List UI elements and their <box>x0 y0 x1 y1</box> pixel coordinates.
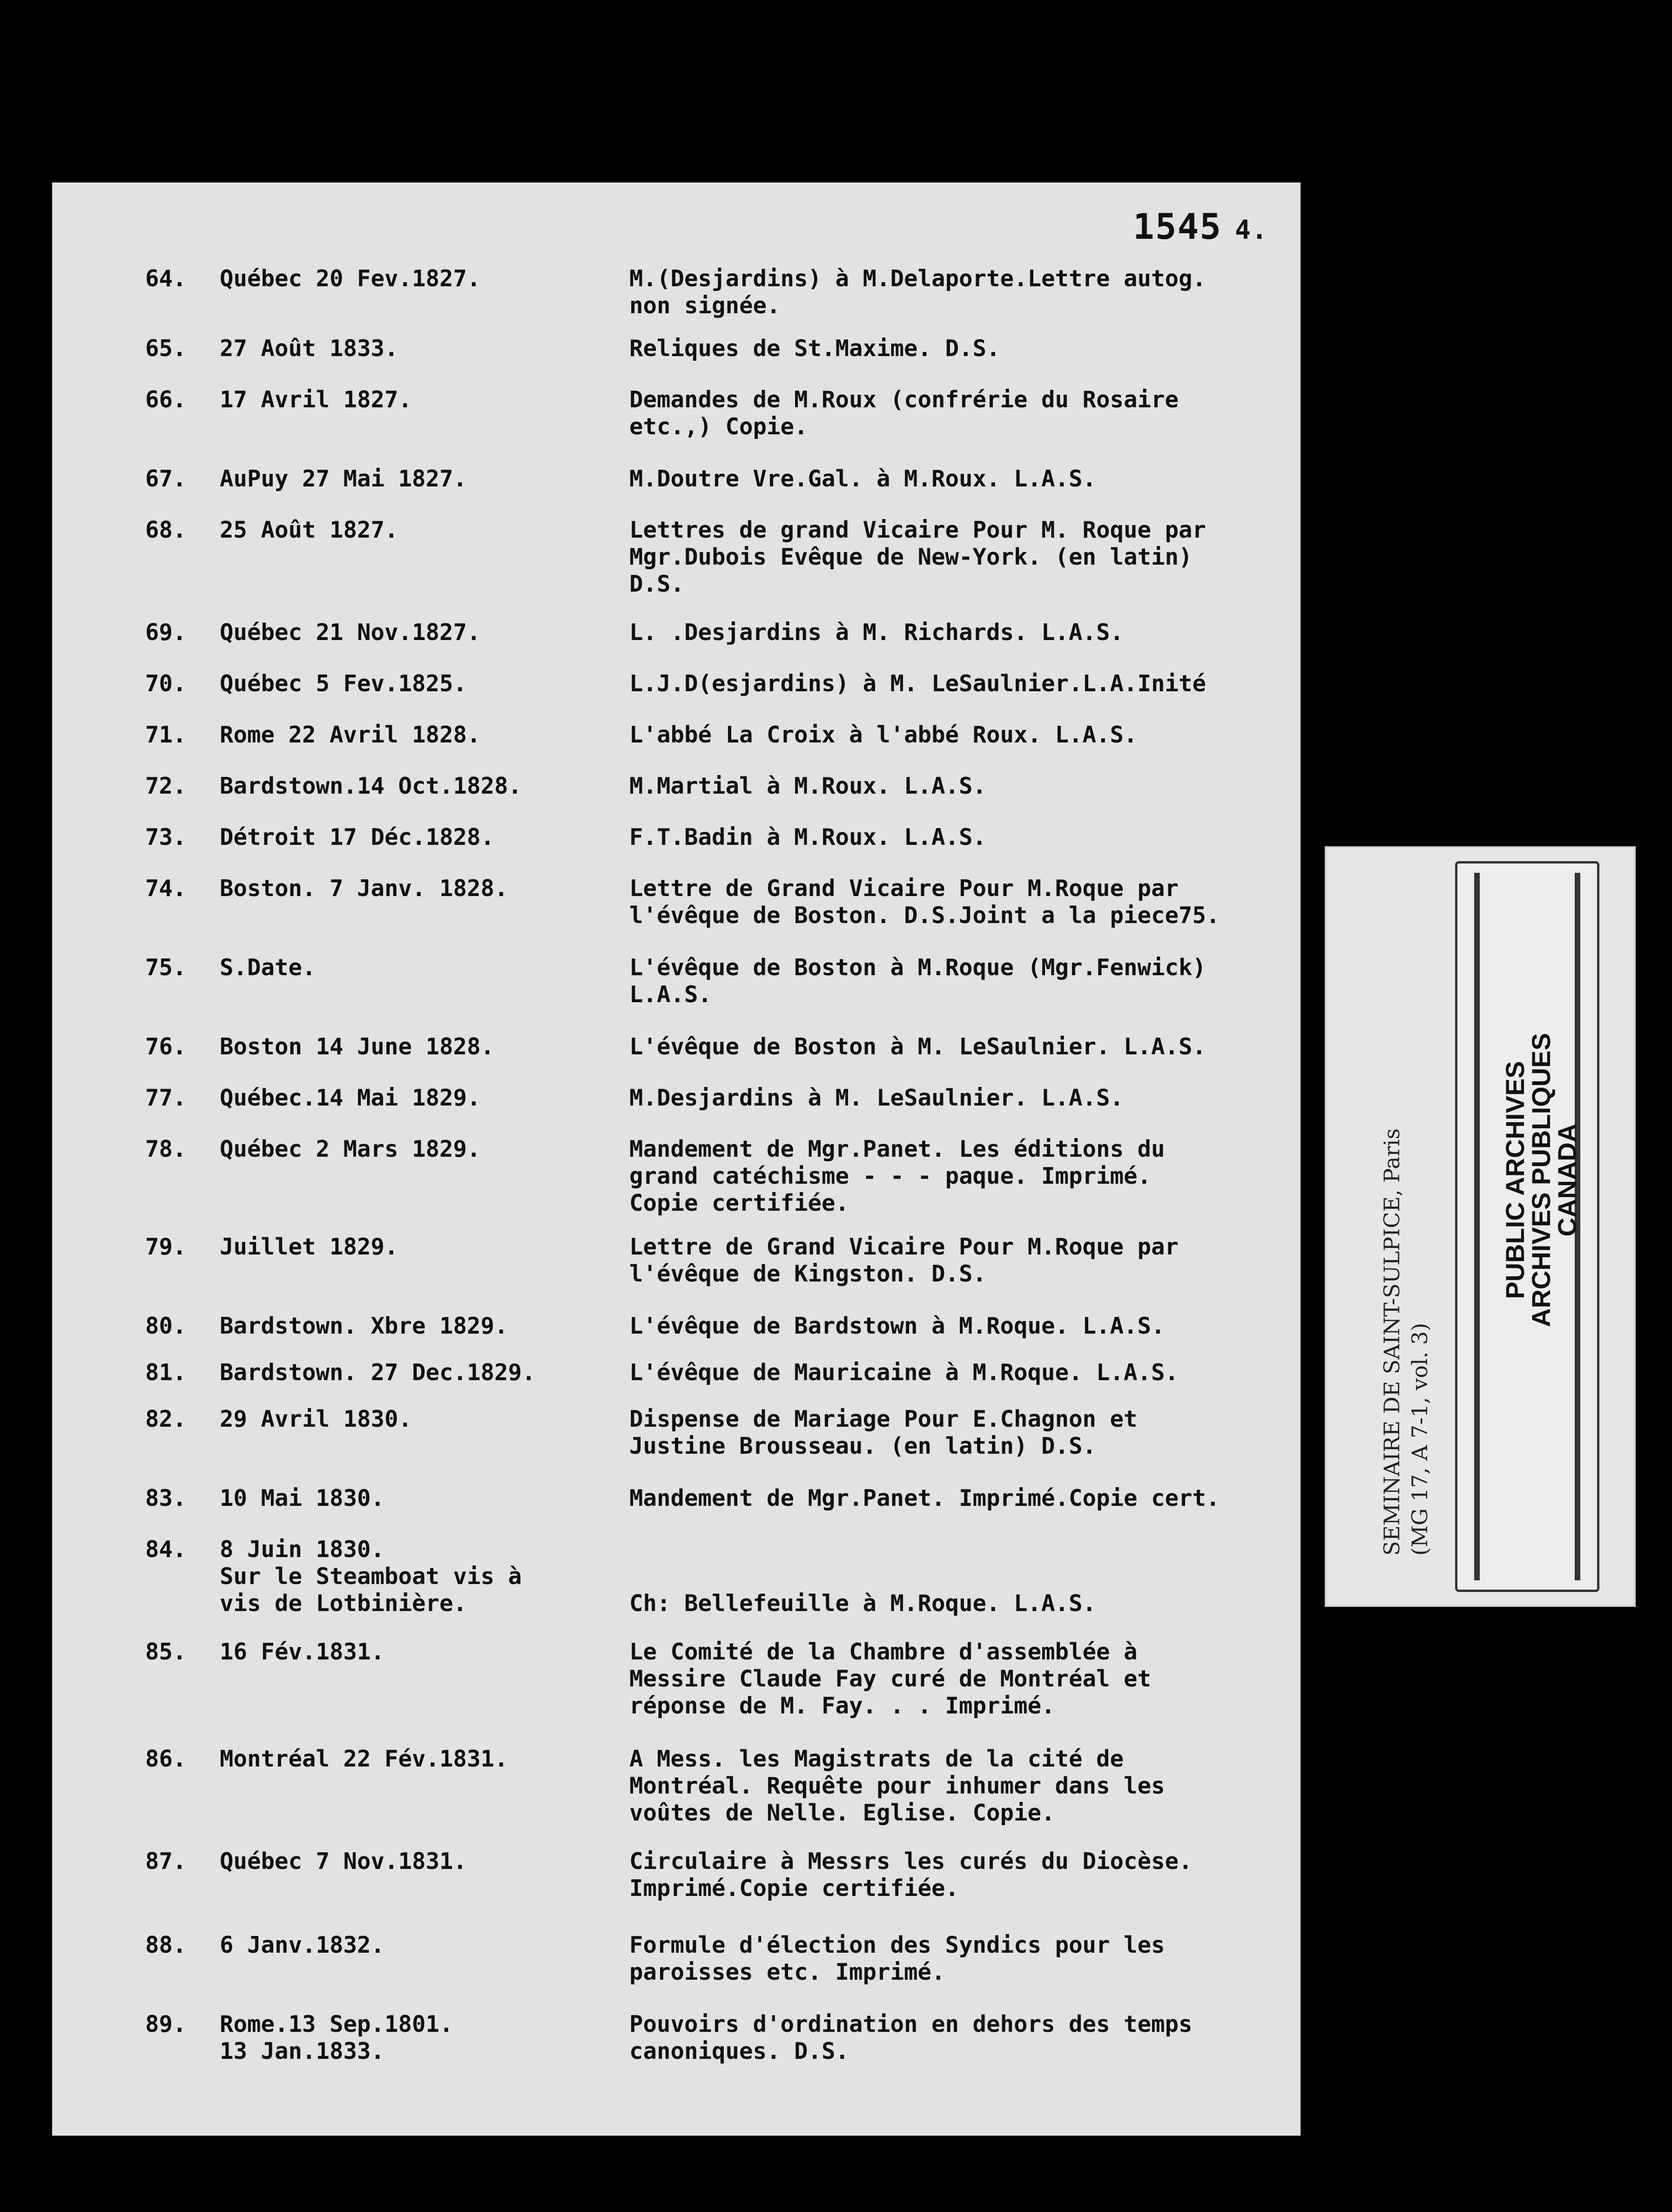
archives-stamp <box>1455 861 1599 1592</box>
entry-number: 74. <box>145 875 187 902</box>
entry-description: Ch: Bellefeuille à M.Roque. L.A.S. <box>629 1590 1097 1617</box>
archives-line-french: ARCHIVES PUBLIQUES <box>1526 1033 1556 1327</box>
entry-date: Détroit 17 Déc.1828. <box>220 824 495 850</box>
entry-date: Boston. 7 Janv. 1828. <box>220 875 508 902</box>
entry-number: 86. <box>145 1746 187 1772</box>
entry-date: Boston 14 June 1828. <box>220 1033 495 1060</box>
entry-description: Circulaire à Messrs les curés du Diocèse. Imprimé.Copie certifiée. <box>629 1848 1193 1902</box>
collection-reference: SEMINAIRE DE SAINT-SULPICE, Paris (MG 17, A 7-1, vol. 3) <box>1379 1128 1432 1556</box>
entry-date: Juillet 1829. <box>220 1234 398 1260</box>
entry-number: 87. <box>145 1848 187 1875</box>
entry-description: Demandes de M.Roux (confrérie du Rosaire etc.,) Copie. <box>629 386 1179 440</box>
entry-description: L'évêque de Boston à M. LeSaulnier. L.A.S. <box>629 1033 1207 1060</box>
entry-description: Reliques de St.Maxime. D.S. <box>629 335 1000 362</box>
entry-number: 66. <box>145 386 187 413</box>
entry-description: Formule d'élection des Syndics pour les paroisses etc. Imprimé. <box>629 1932 1165 1985</box>
entry-number: 77. <box>145 1085 187 1111</box>
entry-number: 75. <box>145 954 187 981</box>
entry-number: 85. <box>145 1639 187 1665</box>
entry-description: L'évêque de Mauricaine à M.Roque. L.A.S. <box>629 1359 1179 1386</box>
entry-date: 16 Fév.1831. <box>220 1639 385 1665</box>
entry-number: 88. <box>145 1932 187 1958</box>
entry-date: Québec 5 Fev.1825. <box>220 670 467 697</box>
entry-number: 82. <box>145 1406 187 1432</box>
entry-number: 70. <box>145 670 187 697</box>
entry-description: M.Martial à M.Roux. L.A.S. <box>629 773 987 799</box>
stamp-rule-left <box>1474 873 1480 1580</box>
entry-date: Bardstown.14 Oct.1828. <box>220 773 522 799</box>
entry-description: Mandement de Mgr.Panet. Imprimé.Copie cert. <box>629 1485 1220 1511</box>
entry-number: 71. <box>145 722 187 748</box>
entry-description: Dispense de Mariage Pour E.Chagnon et Justine Brousseau. (en latin) D.S. <box>629 1406 1138 1459</box>
entry-number: 89. <box>145 2011 187 2037</box>
entry-number: 84. <box>145 1536 187 1563</box>
entry-date: Bardstown. 27 Dec.1829. <box>220 1359 536 1386</box>
entry-date: Rome 22 Avril 1828. <box>220 722 481 748</box>
entry-number: 72. <box>145 773 187 799</box>
entry-date: S.Date. <box>220 954 316 981</box>
entry-number: 78. <box>145 1136 187 1162</box>
entry-description: Mandement de Mgr.Panet. Les éditions du grand catéchisme - - - paque. Imprimé. Copie certifiée. <box>629 1136 1165 1216</box>
entry-date: 25 Août 1827. <box>220 517 398 543</box>
entry-description: Le Comité de la Chambre d'assemblée à Messire Claude Fay curé de Montréal et réponse de M. Fay. . . Imprimé. <box>629 1639 1152 1719</box>
entry-description: L'évêque de Bardstown à M.Roque. L.A.S. <box>629 1313 1165 1339</box>
entry-date: 17 Avril 1827. <box>220 386 412 413</box>
entry-date: Québec 2 Mars 1829. <box>220 1136 481 1162</box>
entry-description: M.(Desjardins) à M.Delaporte.Lettre autog. non signée. <box>629 265 1207 319</box>
folio-number: 1545 <box>1133 206 1222 247</box>
entry-date: Québec.14 Mai 1829. <box>220 1085 481 1111</box>
entry-date: Montréal 22 Fév.1831. <box>220 1746 508 1772</box>
entry-number: 81. <box>145 1359 187 1386</box>
entry-description: Lettres de grand Vicaire Pour M. Roque par Mgr.Dubois Evêque de New-York. (en latin) D.S. <box>629 517 1207 597</box>
archive-label-strip <box>1325 846 1636 1607</box>
entry-description: Pouvoirs d'ordination en dehors des temps canoniques. D.S. <box>629 2011 1193 2064</box>
document-page <box>52 182 1301 2136</box>
archives-stamp-text <box>1502 947 1580 1413</box>
entry-number: 80. <box>145 1313 187 1339</box>
entry-number: 67. <box>145 465 187 492</box>
entry-date: Québec 21 Nov.1827. <box>220 619 481 646</box>
entry-description: F.T.Badin à M.Roux. L.A.S. <box>629 824 987 850</box>
entry-number: 79. <box>145 1234 187 1260</box>
archives-line-country: CANADA <box>1552 1123 1582 1237</box>
entry-date: 27 Août 1833. <box>220 335 398 362</box>
entry-description: Lettre de Grand Vicaire Pour M.Roque par l'évêque de Kingston. D.S. <box>629 1234 1179 1287</box>
entry-number: 64. <box>145 265 187 292</box>
entry-description: L. .Desjardins à M. Richards. L.A.S. <box>629 619 1124 646</box>
page-number <box>1133 206 1268 247</box>
entry-number: 69. <box>145 619 187 646</box>
archives-line-english: PUBLIC ARCHIVES <box>1500 1061 1530 1299</box>
entry-number: 73. <box>145 824 187 850</box>
entry-number: 65. <box>145 335 187 362</box>
entry-date: 8 Juin 1830. Sur le Steamboat vis à vis de Lotbinière. <box>220 1536 522 1617</box>
entry-number: 76. <box>145 1033 187 1060</box>
entry-description: M.Doutre Vre.Gal. à M.Roux. L.A.S. <box>629 465 1097 492</box>
entry-date: Rome.13 Sep.1801. 13 Jan.1833. <box>220 2011 453 2064</box>
entry-date: 10 Mai 1830. <box>220 1485 385 1511</box>
entry-description: A Mess. les Magistrats de la cité de Montréal. Requête pour inhumer dans les voûtes de Nelle. Eglise. Copie. <box>629 1746 1165 1826</box>
entry-date: Bardstown. Xbre 1829. <box>220 1313 508 1339</box>
entry-date: Québec 7 Nov.1831. <box>220 1848 467 1875</box>
entry-description: L'abbé La Croix à l'abbé Roux. L.A.S. <box>629 722 1138 748</box>
entry-date: AuPuy 27 Mai 1827. <box>220 465 467 492</box>
entry-number: 83. <box>145 1485 187 1511</box>
entry-description: L.J.D(esjardins) à M. LeSaulnier.L.A.Inité <box>629 670 1207 697</box>
entry-description: L'évêque de Boston à M.Roque (Mgr.Fenwick) L.A.S. <box>629 954 1207 1008</box>
entry-date: 6 Janv.1832. <box>220 1932 385 1958</box>
entry-description: M.Desjardins à M. LeSaulnier. L.A.S. <box>629 1085 1124 1111</box>
sheet-number: 4. <box>1235 215 1268 245</box>
entry-date: 29 Avril 1830. <box>220 1406 412 1432</box>
entry-number: 68. <box>145 517 187 543</box>
entry-description: Lettre de Grand Vicaire Pour M.Roque par l'évêque de Boston. D.S.Joint a la piece75. <box>629 875 1220 929</box>
entry-date: Québec 20 Fev.1827. <box>220 265 481 292</box>
